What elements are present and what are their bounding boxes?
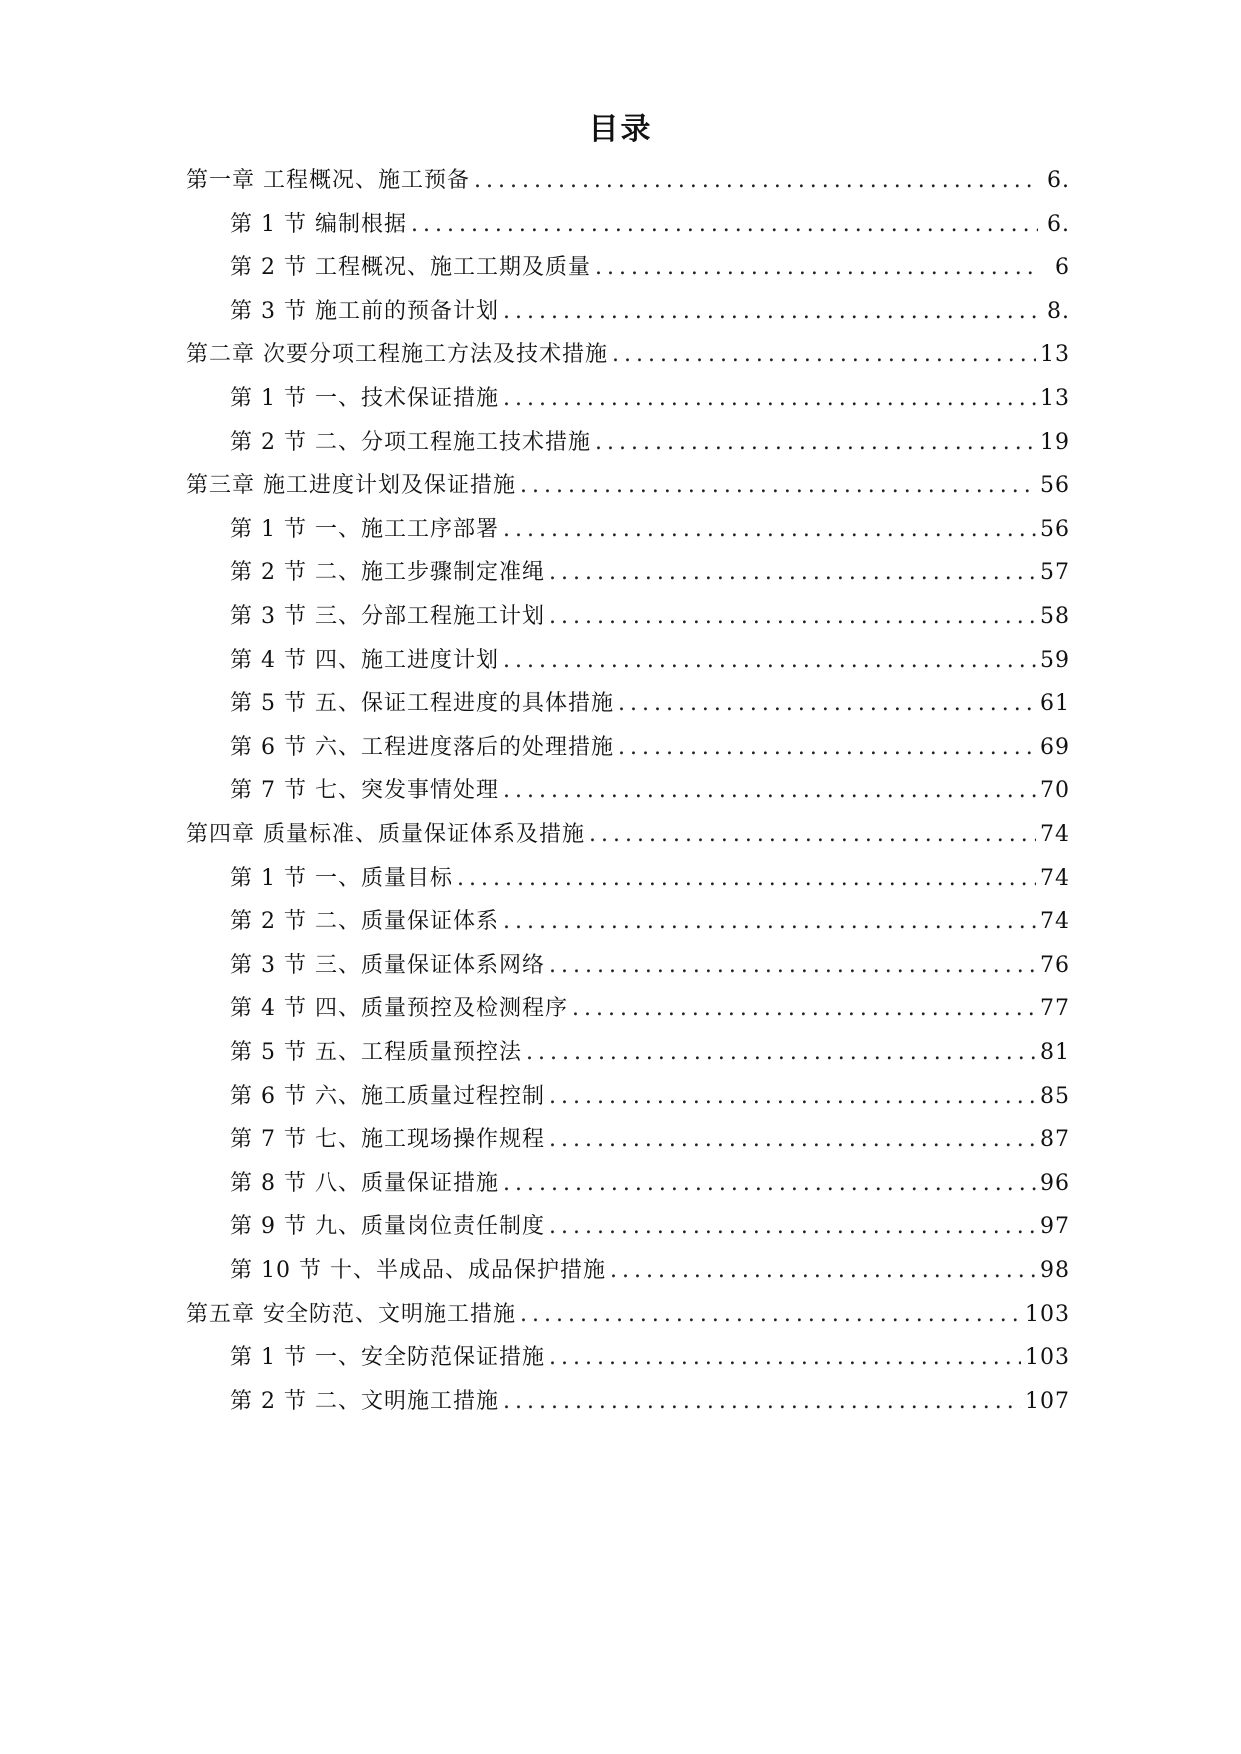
- toc-entry-label: 第 2 节 二、质量保证体系: [230, 909, 499, 935]
- toc-entry-page-number: 69: [1040, 734, 1070, 760]
- toc-entry-page-number: 74: [1040, 822, 1070, 847]
- toc-entry-page-number: 81: [1040, 1040, 1070, 1065]
- toc-section-entry[interactable]: [230, 864, 1070, 894]
- toc-section-entry[interactable]: [230, 907, 1070, 937]
- toc-entry-page-number: 6: [1055, 255, 1070, 281]
- toc-dot-leader: [549, 1343, 1021, 1373]
- toc-entry-page-number: 70: [1040, 778, 1070, 804]
- toc-section-entry[interactable]: [230, 1256, 1070, 1286]
- toc-dot-leader: [503, 1387, 1021, 1417]
- toc-section-entry[interactable]: [230, 1212, 1070, 1242]
- toc-entry-page-number: 76: [1040, 952, 1070, 978]
- toc-entry-page-number: 103: [1025, 1345, 1070, 1371]
- toc-entry-label: 第 10 节 十、半成品、成品保护措施: [230, 1258, 606, 1283]
- toc-section-entry[interactable]: [230, 951, 1070, 981]
- toc-entry-label: 第一章 工程概况、施工预备: [186, 168, 470, 193]
- toc-entry-label: 第四章 质量标准、质量保证体系及措施: [186, 822, 585, 847]
- toc-entry-page-number: 59: [1040, 647, 1070, 673]
- toc-chapter-entry[interactable]: [186, 820, 1070, 850]
- toc-entry-label: 第 2 节 二、施工步骤制定准绳: [230, 560, 545, 586]
- toc-dot-leader: [589, 820, 1036, 850]
- toc-dot-leader: [595, 253, 1038, 283]
- toc-entry-page-number: 96: [1040, 1170, 1070, 1196]
- toc-dot-leader: [549, 951, 1036, 981]
- toc-entry-page-number: 87: [1040, 1127, 1070, 1153]
- toc-entry-label: 第 4 节 四、质量预控及检测程序: [230, 996, 568, 1022]
- toc-chapter-entry[interactable]: [186, 1300, 1070, 1330]
- toc-entry-label: 第 7 节 七、施工现场操作规程: [230, 1127, 545, 1153]
- toc-section-entry[interactable]: [230, 994, 1070, 1024]
- toc-entry-page-number: 56: [1040, 516, 1070, 542]
- toc-title: 目录: [588, 112, 653, 147]
- toc-entry-label: 第 3 节 施工前的预备计划: [230, 298, 499, 324]
- toc-entry-label: 第 4 节 四、施工进度计划: [230, 647, 499, 673]
- toc-section-entry[interactable]: [230, 646, 1070, 676]
- toc-entry-label: 第 7 节 七、突发事情处理: [230, 778, 499, 804]
- toc-dot-leader: [549, 602, 1036, 632]
- toc-entry-label: 第 5 节 五、工程质量预控法: [230, 1040, 522, 1065]
- toc-entry-page-number: 19: [1040, 429, 1070, 455]
- toc-section-entry[interactable]: [230, 1125, 1070, 1155]
- toc-entry-label: 第五章 安全防范、文明施工措施: [186, 1301, 516, 1327]
- toc-dot-leader: [503, 646, 1036, 676]
- toc-dot-leader: [572, 994, 1036, 1024]
- toc-dot-leader: [618, 689, 1036, 719]
- toc-dot-leader: [411, 210, 1038, 240]
- toc-dot-leader: [520, 471, 1036, 501]
- toc-entry-page-number: 107: [1025, 1388, 1070, 1414]
- toc-section-entry[interactable]: [230, 1387, 1070, 1417]
- toc-dot-leader: [618, 733, 1036, 763]
- toc-entry-page-number: 74: [1040, 865, 1070, 891]
- toc-dot-leader: [503, 297, 1038, 327]
- toc-section-entry[interactable]: [230, 733, 1070, 763]
- toc-section-entry[interactable]: [230, 297, 1070, 327]
- toc-entry-label: 第 1 节 一、安全防范保证措施: [230, 1345, 545, 1371]
- toc-entry-page-number: 103: [1025, 1301, 1070, 1327]
- toc-entry-page-number: 85: [1040, 1083, 1070, 1109]
- toc-entry-label: 第 2 节 二、分项工程施工技术措施: [230, 429, 591, 455]
- toc-entry-label: 第 5 节 五、保证工程进度的具体措施: [230, 691, 614, 717]
- toc-entry-label: 第 3 节 三、质量保证体系网络: [230, 952, 545, 978]
- toc-section-entry[interactable]: [230, 515, 1070, 545]
- toc-entry-label: 第 2 节 工程概况、施工工期及质量: [230, 255, 591, 281]
- toc-entry-label: 第三章 施工进度计划及保证措施: [186, 473, 516, 499]
- toc-dot-leader: [474, 166, 1038, 196]
- toc-entry-page-number: 56: [1040, 473, 1070, 499]
- toc-section-entry[interactable]: [230, 1038, 1070, 1068]
- toc-section-entry[interactable]: [230, 1343, 1070, 1373]
- toc-entry-page-number: 97: [1040, 1214, 1070, 1240]
- toc-section-entry[interactable]: [230, 1169, 1070, 1199]
- toc-chapter-entry[interactable]: [186, 471, 1070, 501]
- toc-dot-leader: [612, 340, 1036, 370]
- toc-section-entry[interactable]: [230, 558, 1070, 588]
- toc-dot-leader: [549, 1082, 1036, 1112]
- toc-dot-leader: [457, 864, 1036, 894]
- toc-entry-label: 第 1 节 一、质量目标: [230, 865, 453, 891]
- toc-section-entry[interactable]: [230, 1082, 1070, 1112]
- toc-entry-label: 第 8 节 八、质量保证措施: [230, 1170, 499, 1196]
- toc-section-entry[interactable]: [230, 210, 1070, 240]
- toc-entry-label: 第 1 节 编制根据: [230, 211, 407, 237]
- toc-section-entry[interactable]: [230, 776, 1070, 806]
- toc-dot-leader: [549, 558, 1036, 588]
- toc-entry-label: 第 1 节 一、技术保证措施: [230, 386, 499, 411]
- toc-dot-leader: [503, 907, 1036, 937]
- toc-entry-label: 第 6 节 六、工程进度落后的处理措施: [230, 734, 614, 760]
- toc-entry-label: 第 1 节 一、施工工序部署: [230, 516, 499, 542]
- toc-entry-page-number: 13: [1040, 342, 1070, 368]
- toc-entry-page-number: 6.: [1047, 211, 1070, 237]
- toc-entry-page-number: 57: [1040, 560, 1070, 586]
- toc-entry-page-number: 6.: [1047, 168, 1070, 193]
- toc-dot-leader: [503, 384, 1036, 414]
- toc-dot-leader: [549, 1125, 1036, 1155]
- toc-dot-leader: [526, 1038, 1036, 1068]
- toc-entry-page-number: 77: [1040, 996, 1070, 1022]
- toc-dot-leader: [503, 1169, 1036, 1199]
- toc-section-entry[interactable]: [230, 384, 1070, 414]
- toc-section-entry[interactable]: [230, 253, 1070, 283]
- toc-chapter-entry[interactable]: [186, 166, 1070, 196]
- toc-entry-label: 第二章 次要分项工程施工方法及技术措施: [186, 342, 608, 368]
- toc-section-entry[interactable]: [230, 602, 1070, 632]
- toc-section-entry[interactable]: [230, 428, 1070, 458]
- toc-dot-leader: [503, 515, 1036, 545]
- toc-dot-leader: [503, 776, 1036, 806]
- toc-dot-leader: [549, 1212, 1036, 1242]
- toc-entry-page-number: 13: [1040, 386, 1070, 411]
- toc-entry-page-number: 8.: [1047, 298, 1070, 324]
- toc-entry-page-number: 74: [1040, 909, 1070, 935]
- toc-entry-label: 第 2 节 二、文明施工措施: [230, 1388, 499, 1414]
- toc-section-entry[interactable]: [230, 689, 1070, 719]
- toc-entry-page-number: 61: [1040, 691, 1070, 717]
- toc-dot-leader: [520, 1300, 1021, 1330]
- toc-entry-page-number: 58: [1040, 604, 1070, 629]
- toc-dot-leader: [610, 1256, 1036, 1286]
- toc-entry-label: 第 9 节 九、质量岗位责任制度: [230, 1214, 545, 1240]
- toc-entry-label: 第 6 节 六、施工质量过程控制: [230, 1083, 545, 1109]
- toc-dot-leader: [595, 428, 1036, 458]
- toc-entry-page-number: 98: [1040, 1258, 1070, 1283]
- toc-chapter-entry[interactable]: [186, 340, 1070, 370]
- toc-entry-label: 第 3 节 三、分部工程施工计划: [230, 604, 545, 629]
